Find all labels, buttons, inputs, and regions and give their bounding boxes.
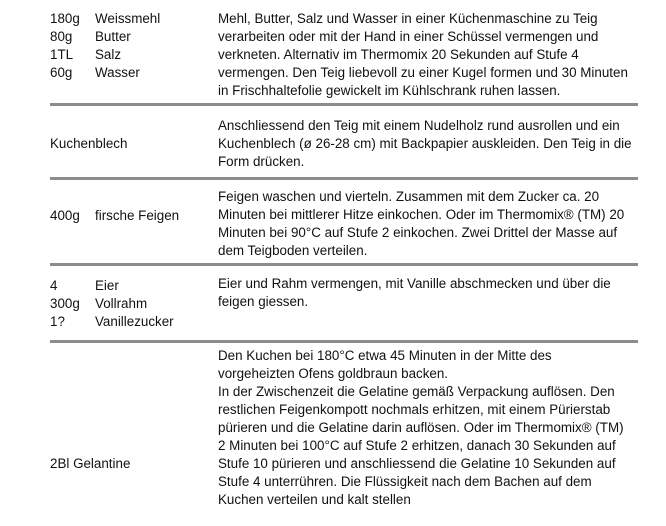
step-instructions: [218, 275, 648, 311]
instruction-line: vorgeheizten Ofens goldbraun backen.: [218, 366, 449, 381]
instruction-line: verkneten. Alternativ im Thermomix 20 Sekunden auf Stufe 4: [218, 47, 579, 62]
ingredient-name: Salz: [95, 47, 122, 62]
instruction-line: Feigen waschen und vierteln. Zusammen mit dem Zucker ca. 20: [218, 189, 600, 204]
step-instructions: [218, 117, 648, 171]
instruction-line: feigen giessen.: [218, 294, 309, 309]
ingredient-row: [50, 28, 210, 46]
ingredient-row: [50, 135, 210, 153]
ingredient-row: [50, 313, 210, 331]
instruction-line: Minuten bei mittlerer Hitze einkochen. Oder im Thermomix® (TM) 20: [218, 207, 625, 222]
ingredient-name: Weissmehl: [95, 11, 161, 26]
section-divider: [50, 340, 638, 343]
ingredient-quantity: 1TL: [50, 47, 74, 62]
ingredient-name: Kuchenblech: [50, 136, 128, 151]
instruction-line: in Frischhaltefolie gewickelt im Kühlschrank ruhen lassen.: [218, 83, 561, 98]
ingredient-list: [50, 277, 210, 331]
ingredient-quantity: 300g: [50, 296, 80, 311]
instruction-line: restlichen Feigenkompott nochmals erhitzen, mit einem Pürierstab: [218, 402, 611, 417]
instruction-line: verarbeiten oder mit der Hand in einer Schüssel vermengen und: [218, 29, 599, 44]
instruction-line: Eier und Rahm vermengen, mit Vanille abschmecken und über die: [218, 276, 611, 291]
ingredient-row: [50, 455, 210, 473]
section-divider: [50, 177, 638, 180]
ingredient-list: [50, 207, 210, 225]
instruction-line: dem Teigboden verteilen.: [218, 243, 368, 258]
ingredient-row: [50, 64, 210, 82]
ingredient-quantity: 4: [50, 278, 58, 293]
instruction-line: pürieren und die Gelatine darin auflösen. Oder im Thermomix® (TM): [218, 420, 624, 435]
step-instructions: [218, 10, 648, 100]
ingredient-name: Butter: [95, 29, 131, 44]
ingredient-row: [50, 207, 210, 225]
ingredient-name: Vanillezucker: [95, 314, 174, 329]
ingredient-name: 2Bl Gelantine: [50, 456, 131, 471]
ingredient-list: [50, 10, 210, 82]
ingredient-name: Wasser: [95, 65, 140, 80]
ingredient-name: Vollrahm: [95, 296, 148, 311]
ingredient-row: [50, 277, 210, 295]
ingredient-quantity: 180g: [50, 11, 80, 26]
instruction-line: Form drücken.: [218, 154, 305, 169]
ingredient-list: [50, 455, 210, 473]
instruction-line: In der Zwischenzeit die Gelatine gemäß Verpackung auflösen. Den: [218, 384, 615, 399]
ingredient-row: [50, 295, 210, 313]
instruction-line: Minuten bei 90°C auf Stufe 2 einkochen. Zwei Drittel der Masse auf: [218, 225, 618, 240]
instruction-line: Stufe 10 pürieren und anschliessend die Gelatine 10 Sekunden auf: [218, 456, 616, 471]
ingredient-quantity: 60g: [50, 65, 73, 80]
instruction-line: Stufe 4 unterrühren. Die Flüssigkeit nach dem Bachen auf dem: [218, 474, 592, 489]
ingredient-row: [50, 10, 210, 28]
ingredient-quantity: 80g: [50, 29, 73, 44]
ingredient-name: Eier: [95, 278, 119, 293]
step-instructions: [218, 188, 648, 260]
section-divider: [50, 103, 638, 106]
instruction-line: Kuchen verteilen und kalt stellen: [218, 492, 411, 507]
instruction-line: vermengen. Den Teig liebevoll zu einer Kugel formen und 30 Minuten: [218, 65, 628, 80]
section-divider: [50, 263, 638, 266]
ingredient-row: [50, 46, 210, 64]
instruction-line: Kuchenblech (ø 26-28 cm) mit Backpapier auskleiden. Den Teig in die: [218, 136, 632, 151]
step-instructions: [218, 347, 648, 509]
ingredient-name: firsche Feigen: [95, 208, 180, 223]
instruction-line: 2 Minuten bei 100°C auf Stufe 2 erhitzen, danach 30 Sekunden auf: [218, 438, 616, 453]
ingredient-quantity: 1?: [50, 314, 65, 329]
instruction-line: Den Kuchen bei 180°C etwa 45 Minuten in der Mitte des: [218, 348, 552, 363]
instruction-line: Mehl, Butter, Salz und Wasser in einer Küchenmaschine zu Teig: [218, 11, 598, 26]
ingredient-quantity: 400g: [50, 208, 80, 223]
ingredient-list: [50, 135, 210, 153]
instruction-line: Anschliessend den Teig mit einem Nudelholz rund ausrollen und ein: [218, 118, 620, 133]
